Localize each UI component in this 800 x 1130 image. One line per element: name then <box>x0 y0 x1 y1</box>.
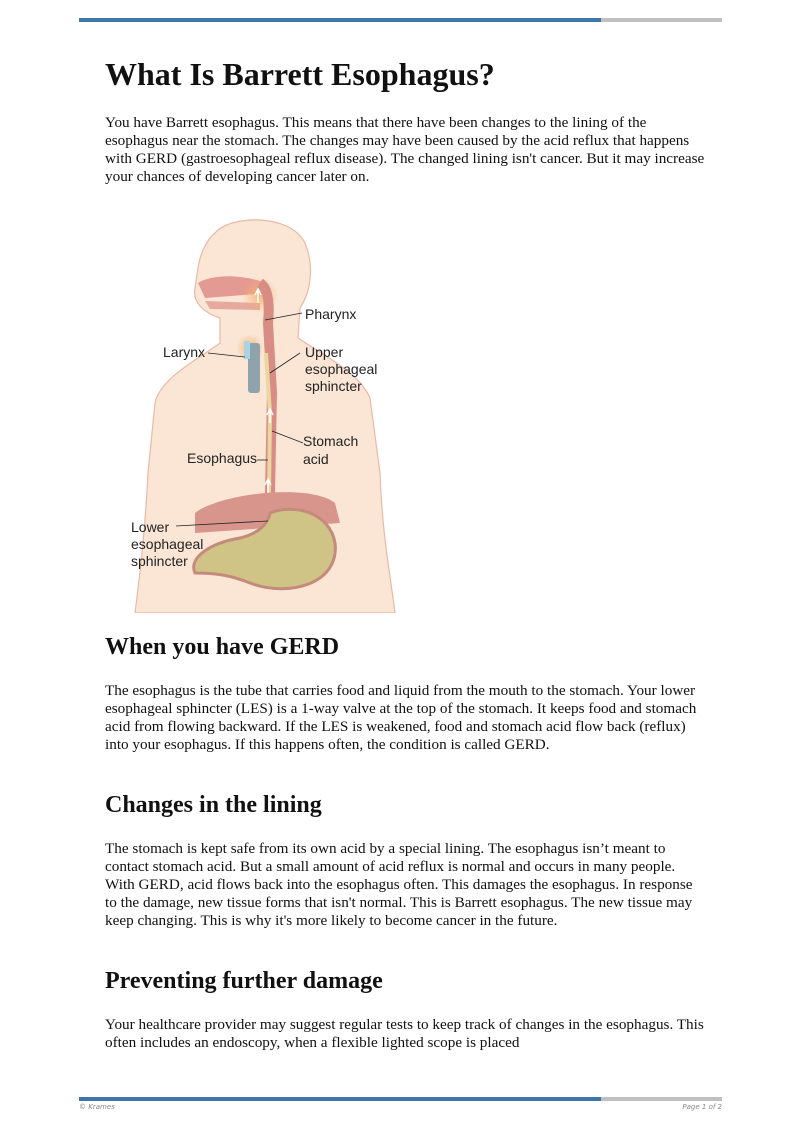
document-body <box>105 54 705 186</box>
label-upper-es-2: esophageal <box>305 361 378 377</box>
progress-fill <box>79 1097 601 1101</box>
section-lining <box>105 790 705 930</box>
label-stomach-acid-2: acid <box>303 451 329 467</box>
label-lower-es-3: sphincter <box>131 553 188 569</box>
page-title: What Is Barrett Esophagus? <box>105 56 495 92</box>
section-body: The stomach is kept safe from its own acid by a special lining. The esophagus isn’t meant to contact stomach acid. But a small amount of acid reflux is normal and occurs in many people. With GERD, acid flows back into the esophagus often. This damages the esophagus. In response to the damage, new tissue forms that isn't normal. This is Barrett esophagus. The new tissue may keep changing. This is why it's more likely to become cancer in the future. <box>105 840 693 930</box>
page-footer <box>79 1103 722 1111</box>
label-stomach-acid-1: Stomach <box>303 433 359 449</box>
label-upper-es-1: Upper <box>305 344 344 360</box>
section-body: Your healthcare provider may suggest regular tests to keep track of changes in the esophagus. This often includes an endoscopy, when a flexible lighted scope is placed <box>105 1016 704 1052</box>
intro-paragraph: You have Barrett esophagus. This means that there have been changes to the lining of the esophagus near the stomach. The changes may have been caused by the acid reflux that happens with GERD (gastroesophageal reflux disease). The changed lining isn't cancer. But it may increase your chances of developing cancer later on. <box>105 114 705 186</box>
label-lower-es-1: Lower <box>131 519 170 535</box>
label-esophagus: Esophagus <box>187 450 258 466</box>
section-heading: When you have GERD <box>105 634 340 660</box>
label-pharynx: Pharynx <box>305 306 357 322</box>
section-preventing <box>105 966 705 1052</box>
footer-progress-bar <box>79 1097 722 1101</box>
section-body: The esophagus is the tube that carries food and liquid from the mouth to the stomach. Your lower esophageal sphincter (LES) is a 1-way valve at the top of the stomach. It keeps food and stomach acid from flowing backward. If the LES is weakened, food and stomach acid flow back (reflux) into your esophagus. If this happens often, the condition is called GERD. <box>105 682 697 754</box>
digestive-tract-illustration <box>120 213 400 613</box>
section-heading: Changes in the lining <box>105 792 322 818</box>
label-upper-es-3: sphincter <box>305 378 362 394</box>
label-lower-es-2: esophageal <box>131 536 204 552</box>
header-progress-bar <box>79 18 722 22</box>
section-gerd <box>105 632 705 754</box>
progress-track <box>601 1097 722 1101</box>
label-larynx: Larynx <box>163 344 206 360</box>
progress-fill <box>79 18 601 22</box>
progress-track <box>601 18 722 22</box>
section-heading: Preventing further damage <box>105 968 383 994</box>
page-number: Page 1 of 2 <box>682 1103 722 1111</box>
copyright: © Krames <box>79 1103 115 1111</box>
